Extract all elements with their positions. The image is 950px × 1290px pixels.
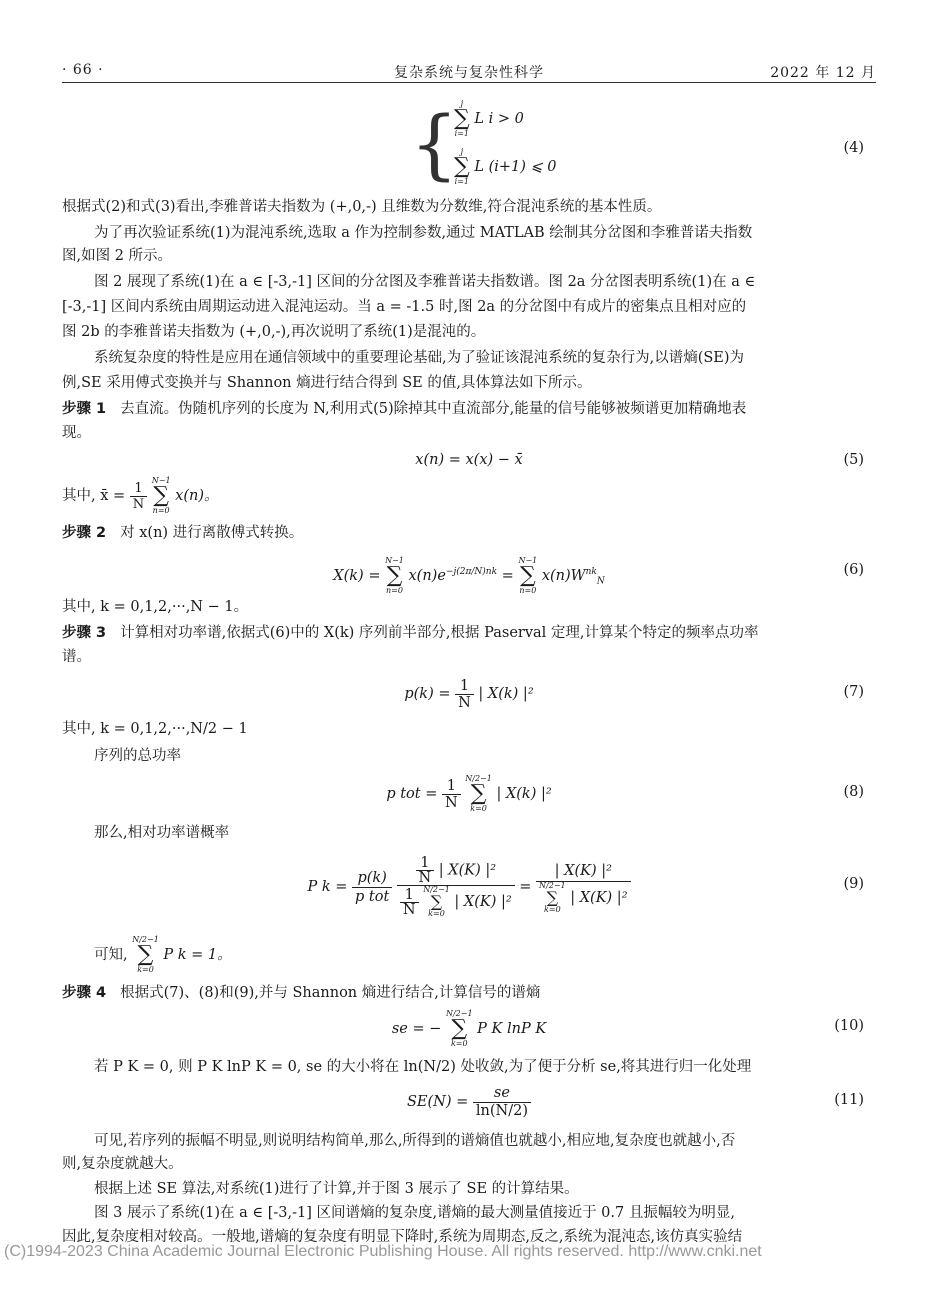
eq4-line1: L i > 0 <box>474 111 524 127</box>
step-3-cont: 谱。 <box>62 649 91 665</box>
para-13b: 因此,复杂度相对较高。一般地,谱熵的复杂度有明显下降时,系统为周期态,反之,系统为混沌态,该仿真实验结 <box>62 1229 743 1245</box>
para-12: 根据上述 SE 算法,对系统(1)进行了计算,并于图 3 展示了 SE 的计算结果。 <box>94 1181 579 1197</box>
equation-7: p(k) = $\frac{1}{N}$ | X(k) |² (7) <box>404 677 864 711</box>
where-6: 其中, k = 0,1,2,···,N − 1。 <box>62 599 249 615</box>
para-4a: 系统复杂度的特性是应用在通信领域中的重要理论基础,为了验证该混沌系统的复杂行为,以谱熵(SE)为 <box>94 350 745 366</box>
where-7: 其中, k = 0,1,2,···,N/2 − 1 <box>62 721 248 737</box>
equation-10: se = − N/2−1 ∑ k=0 P K lnP K (10) <box>391 1009 864 1048</box>
step-3: 步骤 3 计算相对功率谱,依据式(6)中的 X(k) 序列前半部分,根据 Paserval 定理,计算某个特定的频率点功率 <box>62 625 759 641</box>
relative-prob-label: 那么,相对功率谱概率 <box>94 825 230 841</box>
equation-6: X(k) = N−1 ∑ n=0 $x(n)e^{-j(2\pi/N)nk}$ = N−1 ∑ n=0 $x(n)W^{nk}_N$ (6) <box>333 555 864 595</box>
para-3a: 图 2 展现了系统(1)在 a ∈ [-3,-1] 区间的分岔图及李雅普诺夫指数谱。图 2a 分岔图表明系统(1)在 a ∈ <box>94 274 756 290</box>
issue-date: 2022 年 12 月 <box>770 65 876 81</box>
para-2a: 为了再次验证系统(1)为混沌系统,选取 a 作为控制参数,通过 MATLAB 绘制其分岔图和李雅普诺夫指数 <box>94 225 753 241</box>
para-11b: 则,复杂度就越大。 <box>62 1156 183 1172</box>
running-header <box>62 62 876 83</box>
eq11-number: (11) <box>834 1092 864 1108</box>
total-power-label: 序列的总功率 <box>94 748 181 764</box>
eq4-number: (4) <box>843 140 864 156</box>
eq10-number: (10) <box>834 1018 864 1034</box>
copyright-watermark: (C)1994-2023 China Academic Journal Electronic Publishing House. All rights reserved. http://www.cnki.net <box>4 1243 762 1260</box>
equation-11: SE(N) = $\frac{se}{\ln(N/2)}$ (11) <box>407 1084 864 1119</box>
para-2b: 图,如图 2 所示。 <box>62 248 173 264</box>
eq4-line2: L (i+1) ⩽ 0 <box>474 159 557 175</box>
step-2: 步骤 2 对 x(n) 进行离散傅式转换。 <box>62 525 304 541</box>
para-13a: 图 3 展示了系统(1)在 a ∈ [-3,-1] 区间谱熵的复杂度,谱熵的最大测量值接近于 0.7 且振幅较为明显, <box>94 1205 735 1221</box>
where-5: 其中, x̄ = $\frac{1}{N}$ N−1 ∑ n=0 x(n)。 <box>62 476 219 515</box>
journal-title: 复杂系统与复杂性科学 <box>394 65 544 81</box>
eq7-number: (7) <box>843 684 864 700</box>
equation-4: { j ∑ i=1 L i > 0 j ∑ i=1 L (i+1) ⩽ 0 (4) <box>410 99 864 188</box>
known-sum: 可知, N/2−1 ∑ k=0 P k = 1。 <box>94 935 232 974</box>
para-1: 根据式(2)和式(3)看出,李雅普诺夫指数为 (+,0,-) 且维数为分数维,符合混沌系统的基本性质。 <box>62 199 662 215</box>
para-11a: 可见,若序列的振幅不明显,则说明结构简单,那么,所得到的谱熵值也就越小,相应地,复杂度也就越小,否 <box>94 1133 736 1149</box>
eq8-number: (8) <box>843 784 864 800</box>
eq9-number: (9) <box>843 876 864 892</box>
step-1: 步骤 1 去直流。伪随机序列的长度为 N,利用式(5)除掉其中直流部分,能量的信号能够被频谱更加精确地表 <box>62 401 747 417</box>
eq5-number: (5) <box>843 452 864 468</box>
equation-5: x(n) = x(x) − x̄ (5) <box>415 452 864 468</box>
step-4: 步骤 4 根据式(7)、(8)和(9),并与 Shannon 熵进行结合,计算信号的谱熵 <box>62 985 541 1001</box>
page-number: · 66 · <box>62 62 104 78</box>
para-10: 若 P K = 0, 则 P K lnP K = 0, se 的大小将在 ln(N/2) 处收敛,为了便于分析 se,将其进行归一化处理 <box>94 1059 752 1075</box>
equation-8: p tot = $\frac{1}{N}$ N/2−1 ∑ k=0 | X(k) |² (8) <box>386 774 864 813</box>
eq6-number: (6) <box>843 562 864 578</box>
step-1-cont: 现。 <box>62 425 91 441</box>
equation-9: P k = $\frac{p(k)}{\text{p tot}}$ $\frac{1}{N}$ | X(K) |² $\frac{1}{N}$ N/2−1 ∑ k=0 | X(K) |² = | X(K) |² N/2−1 ∑ k=0 | X(K) |² (9) <box>307 855 864 918</box>
para-4b: 例,SE 采用傅式变换并与 Shannon 熵进行结合得到 SE 的值,具体算法如下所示。 <box>62 375 592 391</box>
para-3b: [-3,-1] 区间内系统由周期运动进入混沌运动。当 a = -1.5 时,图 2a 的分岔图中有成片的密集点且相对应的 <box>62 299 747 315</box>
para-3c: 图 2b 的李雅普诺夫指数为 (+,0,-),再次说明了系统(1)是混沌的。 <box>62 324 486 340</box>
